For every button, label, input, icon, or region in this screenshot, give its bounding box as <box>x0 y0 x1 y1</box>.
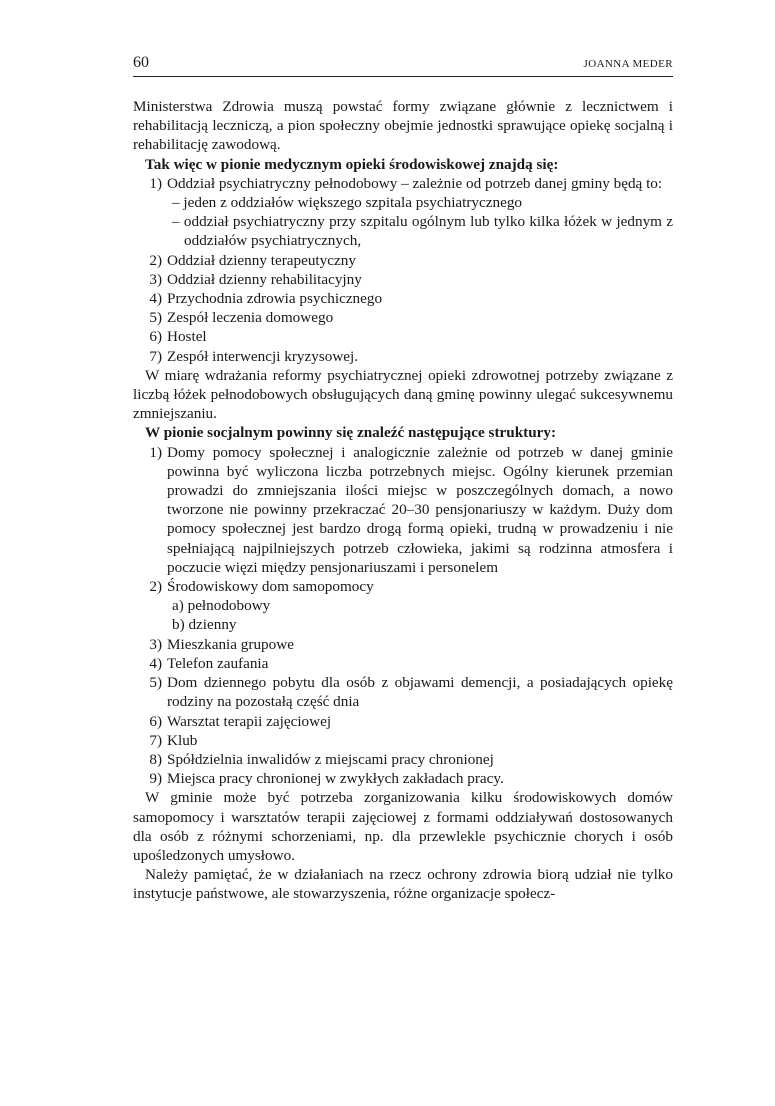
medical-item-2 <box>133 251 673 270</box>
reform-paragraph: W miarę wdrażania reformy psychiatrycznej opieki zdrowotnej potrzeby związane z liczbą łóżek pełnodobowych obsługujących daną gminę powinny ulegać sukcesywnemu zmniejszaniu. <box>133 366 673 423</box>
list-number: 3) <box>149 635 162 653</box>
list-text: Oddział dzienny terapeutyczny <box>167 251 356 269</box>
list-number: 7) <box>149 731 162 749</box>
running-header <box>133 54 673 77</box>
list-text: Oddział psychiatryczny pełnodobowy – zależnie od potrzeb danej gminy będą to: <box>167 174 663 192</box>
medical-item-7 <box>133 347 673 366</box>
social-item-2-sub-a: a) pełnodobowy <box>172 597 271 615</box>
social-item-1 <box>133 443 673 577</box>
list-number: 3) <box>149 270 162 288</box>
social-item-8 <box>133 750 673 769</box>
body-text <box>133 97 673 904</box>
list-text: Miejsca pracy chronionej w zwykłych zakładach pracy. <box>167 770 504 788</box>
list-number: 6) <box>149 712 162 730</box>
list-text: Zespół interwencji kryzysowej. <box>167 347 359 365</box>
medical-item-1 <box>133 174 673 193</box>
social-item-7 <box>133 731 673 750</box>
list-number: 5) <box>149 309 162 327</box>
list-number: 2) <box>149 251 162 269</box>
list-text: Mieszkania grupowe <box>167 635 294 653</box>
list-text: Środowiskowy dom samopomocy <box>167 578 374 596</box>
medical-item-5 <box>133 308 673 327</box>
list-number: 7) <box>149 347 162 365</box>
medical-item-4 <box>133 289 673 308</box>
list-number: 1) <box>149 443 162 461</box>
list-text: Domy pomocy społecznej i analogicznie zależnie od potrzeb w danej gminie powinna być wyliczona liczba potrzebnych miejsc. Ogólny kierunek przemian prowadzi do zmniejszania ilości miejsc w poszczególnych domach, a nowo tworzone nie powinny przekraczać 20–30 pensjonariuszy w każdym. Duży dom pomocy społecznej jest bardzo drogą formą opieki, trudną w prowadzeniu i nie spełniającą najpilniejszych potrzeb człowieka, jakimi są rodzinna atmosfera i poczucie więzi między pensjonariuszami i personelem <box>167 443 673 576</box>
page <box>133 54 673 904</box>
page-number: 60 <box>133 54 149 71</box>
list-number: 8) <box>149 750 162 768</box>
social-heading: W pionie socjalnym powinny się znaleźć następujące struktury: <box>145 424 557 442</box>
social-item-4 <box>133 654 673 673</box>
social-item-2-sub-b: b) dzienny <box>172 616 237 634</box>
list-number: 4) <box>149 290 162 308</box>
list-text: Dom dziennego pobytu dla osób z objawami demencji, a posiadających opiekę rodziny na pozostałą część dnia <box>167 674 673 711</box>
social-item-9 <box>133 769 673 788</box>
list-number: 4) <box>149 654 162 672</box>
intro-paragraph: Ministerstwa Zdrowia muszą powstać formy związane głównie z lecznictwem i rehabilitacją leczniczą, a pion społeczny obejmie jednostki sprawujące opiekę socjalną i rehabilitację zawodową. <box>133 98 673 154</box>
closing-paragraph: Należy pamiętać, że w działaniach na rzecz ochrony zdrowia biorą udział nie tylko instytucje państwowe, ale stowarzyszenia, różne organizacje społecz- <box>133 866 673 903</box>
list-number: 2) <box>149 578 162 596</box>
social-item-5 <box>133 673 673 711</box>
social-item-2 <box>133 577 673 596</box>
social-item-6 <box>133 712 673 731</box>
list-text: Telefon zaufania <box>167 654 269 672</box>
medical-heading: Tak więc w pionie medycznym opieki środowiskowej znajdą się: <box>145 155 559 173</box>
gmina-paragraph: W gminie może być potrzeba zorganizowania kilku środowiskowych domów samopomocy i warsztatów terapii zajęciowej z formami oddziaływań dostosowanych dla osób z różnymi schorzeniami, np. dla przewlekle psychicznie chorych i osób upośledzonych umysłowo. <box>133 789 673 864</box>
social-item-3 <box>133 635 673 654</box>
list-number: 9) <box>149 770 162 788</box>
list-number: 5) <box>149 674 162 692</box>
medical-item-1-sub-2: – oddział psychiatryczny przy szpitalu ogólnym lub tylko kilka łóżek w jednym z oddziałów psychiatrycznych, <box>172 213 673 250</box>
running-head-author: JOANNA MEDER <box>583 58 673 70</box>
list-text: Warsztat terapii zajęciowej <box>167 712 332 730</box>
list-text: Oddział dzienny rehabilitacyjny <box>167 270 362 288</box>
list-text: Spółdzielnia inwalidów z miejscami pracy chronionej <box>167 750 494 768</box>
list-text: Przychodnia zdrowia psychicznego <box>167 290 383 308</box>
list-text: Zespół leczenia domowego <box>167 309 334 327</box>
list-number: 1) <box>149 174 162 192</box>
medical-item-6 <box>133 327 673 346</box>
medical-item-3 <box>133 270 673 289</box>
list-text: Klub <box>167 731 198 749</box>
list-number: 6) <box>149 328 162 346</box>
medical-item-1-sub-1: – jeden z oddziałów większego szpitala psychiatrycznego <box>172 194 523 212</box>
list-text: Hostel <box>167 328 207 346</box>
